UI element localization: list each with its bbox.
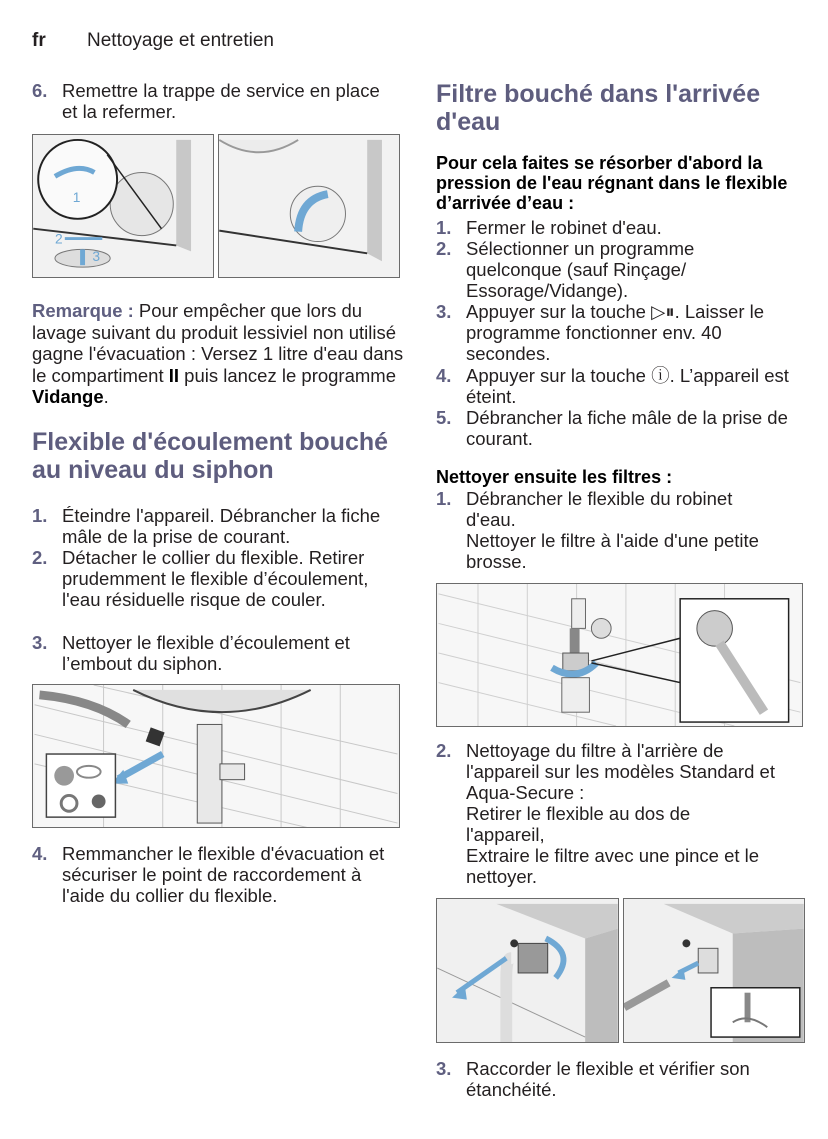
step-number: 1.: [436, 217, 452, 238]
step-text: Remmancher le flexible d'évacuation et sécuriser le point de raccordement à l'aide du collier du flexible.: [62, 843, 385, 906]
step-text: Nettoyer le flexible d’écoulement et l’embout du siphon.: [62, 632, 350, 674]
step-number: 6.: [32, 80, 48, 101]
figure-extract-filter: [623, 898, 805, 1043]
step-text: Appuyer sur la touche ▷⏸. Laisser le programme fonctionner env. 40 secondes.: [466, 301, 765, 364]
step-number: 3.: [436, 301, 452, 322]
siphon-illustration: [33, 685, 399, 827]
step-extra: Nettoyer le filtre à l'aide d'une petite brosse.: [466, 530, 759, 572]
figure-service-flap-open: [32, 134, 214, 278]
step-text: Débrancher le flexible du robinet d'eau.: [466, 488, 733, 530]
step-text: Sélectionner un programme quelconque (sauf Rinçage/ Essorage/Vidange).: [466, 238, 695, 301]
figure-service-flap-close: [218, 134, 400, 278]
extract-filter-illustration: [624, 899, 804, 1042]
step-body: [466, 488, 811, 572]
figure-remove-hose: [436, 898, 619, 1043]
intro-text: Pour cela faites se résorber d'abord la pression de l'eau régnant dans le flexible d’arrivée d’eau :: [436, 153, 788, 213]
figure-tap-filter: [436, 583, 803, 727]
callout-3: 3: [92, 249, 101, 265]
note-paragraph: [32, 300, 404, 408]
step-number: 4.: [436, 365, 452, 386]
section-title-siphon: Flexible d'écoulement bouché au niveau du siphon: [32, 428, 389, 484]
debris-inset: [46, 754, 115, 817]
step-number: 3.: [32, 632, 48, 653]
step-text: Appuyer sur la touche ⓘ. L’appareil est éteint.: [466, 365, 789, 407]
step-extra: Retirer le flexible au dos de l'appareil,: [466, 803, 691, 845]
step-number: 2.: [436, 740, 452, 761]
note-text-2: puis lancez le programme: [179, 364, 396, 386]
note-text: Pour empêcher que lors du lavage suivant du produit lessiviel non utilisé gagne l'évacuation : Versez 1 litre d'eau dans le compartiment: [32, 300, 404, 386]
program-name: Vidange: [32, 386, 104, 407]
step-text: Raccorder le flexible et vérifier son étanchéité.: [466, 1058, 750, 1100]
callout-2: 2: [54, 231, 63, 247]
remove-hose-illustration: [437, 899, 618, 1042]
step-body: [466, 740, 811, 887]
step-number: 2.: [436, 238, 452, 259]
step-text: Remettre la trappe de service en place et la refermer.: [62, 80, 380, 122]
section-title-inlet-filter: Filtre bouché dans l'arrivée d'eau: [436, 80, 761, 136]
note-end: .: [103, 386, 109, 407]
step-number: 1.: [32, 505, 48, 526]
step-number: 5.: [436, 407, 452, 428]
service-flap-illustration: [33, 135, 213, 277]
compartment-label: II: [168, 364, 180, 386]
step-number: 3.: [436, 1058, 452, 1079]
step-extra-2: Extraire le filtre avec une pince et le nettoyer.: [466, 845, 760, 887]
step-number: 2.: [32, 547, 48, 568]
callout-1: 1: [72, 190, 81, 206]
pliers-inset: [711, 988, 800, 1037]
service-flap-close-illustration: [219, 135, 399, 277]
clean-filters-heading: Nettoyer ensuite les filtres :: [436, 467, 673, 487]
chapter-title: Nettoyage et entretien: [87, 30, 274, 51]
step-text: Nettoyage du filtre à l'arrière de l'appareil sur les modèles Standard et Aqua-Secure :: [466, 740, 775, 803]
language-code: fr: [32, 30, 46, 51]
tap-filter-illustration: [437, 584, 802, 726]
step-text: Détacher le collier du flexible. Retirer prudemment le flexible d’écoulement, l'eau résiduelle risque de couler.: [62, 547, 369, 610]
step-text: Débrancher la fiche mâle de la prise de courant.: [466, 407, 788, 449]
step-text: Éteindre l'appareil. Débrancher la fiche mâle de la prise de courant.: [62, 505, 381, 547]
step-number: 4.: [32, 843, 48, 864]
step-text: Fermer le robinet d'eau.: [466, 217, 662, 238]
figure-siphon: [32, 684, 400, 828]
note-label: Remarque :: [32, 300, 134, 321]
step-number: 1.: [436, 488, 452, 509]
